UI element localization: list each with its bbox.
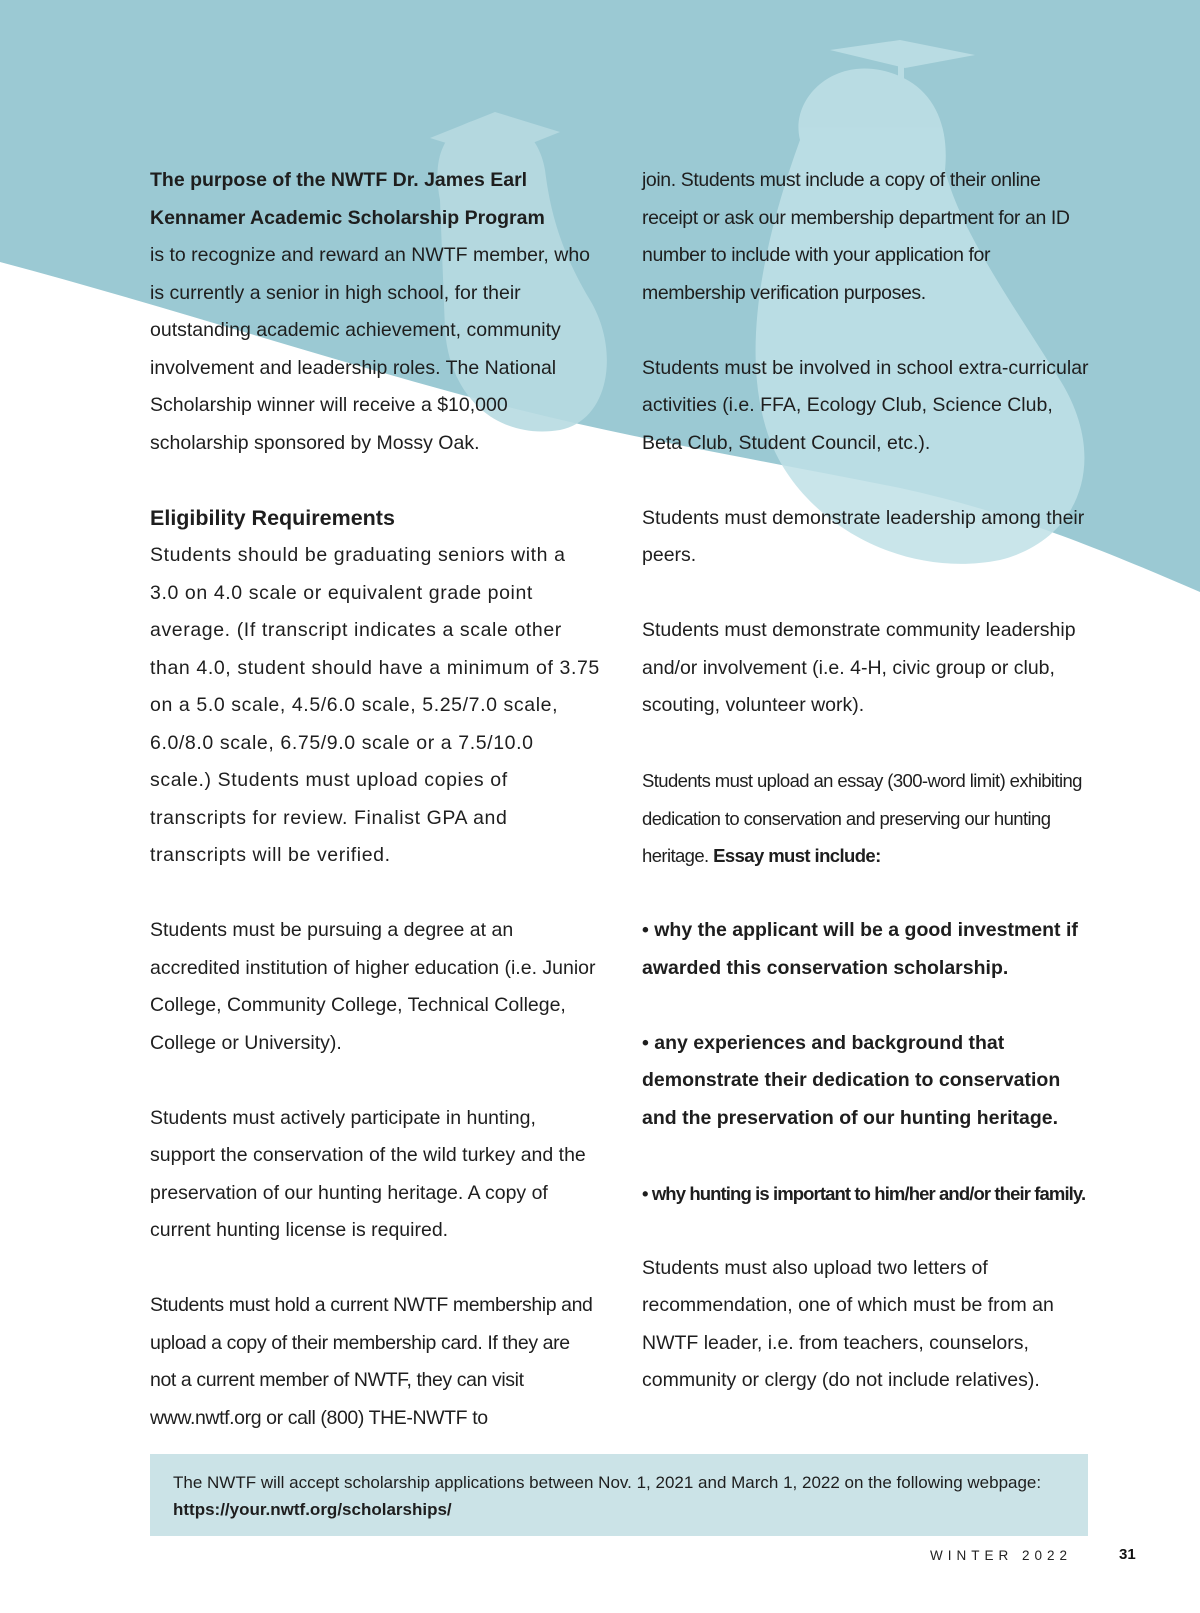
eligibility-gpa: Students should be graduating seniors with a 3.0 on 4.0 scale or equivalent grade point average. (If transcript indicates a scale other than 4.0, student should have a minimum of 3.75 on a 5.0 scale, 4.5/6.0 scale, 5.25/7.0 scale, 6.0/8.0 scale, 6.75/9.0 scale or a 7.5/10.0 scale.) Students must upload copies of transcripts for review. Finalist GPA and transcripts will be verified. [150,544,600,866]
eligibility-gpa-paragraph [150,500,600,875]
eligibility-essay-paragraph [642,762,1097,875]
eligibility-leadership: Students must demonstrate leadership among their peers. [642,506,1085,566]
page-number: 31 [1119,1546,1136,1563]
essay-bullet-3: • why hunting is important to him/her and/or their family. [642,1182,1086,1204]
eligibility-extracurricular: Students must be involved in school extra-curricular activities (i.e. FFA, Ecology Club, Science Club, Beta Club, Student Council, etc.). [642,356,1089,454]
intro-lead-bold-2: Kennamer Academic Scholarship Program [150,206,545,229]
eligibility-essay: Students must upload an essay (300-word limit) exhibiting dedication to conservation and preserving our hunting heritage. [642,770,1082,866]
intro-paragraph [150,162,600,462]
issue-label: WINTER 2022 [930,1548,1073,1563]
scholarship-link[interactable]: https://your.nwtf.org/scholarships/ [173,1500,452,1519]
callout-text: The NWTF will accept scholarship applications between Nov. 1, 2021 and March 1, 2022 on the following webpage: [173,1473,1042,1492]
right-column [642,162,1097,1400]
eligibility-hunting: Students must actively participate in hunting, support the conservation of the wild turkey and the preservation of our hunting heritage. A copy of current hunting license is required. [150,1106,586,1241]
eligibility-heading: Eligibility Requirements [150,505,395,530]
eligibility-membership-cont: join. Students must include a copy of their online receipt or ask our membership department for an ID number to include with your application for membership verification purposes. [642,169,1070,304]
intro-lead-bold-1: The purpose of the NWTF Dr. James Earl [150,169,528,191]
eligibility-letters: Students must also upload two letters of recommendation, one of which must be from an NWTF leader, i.e. from teachers, counselors, community or clergy (do not include relatives). [642,1256,1054,1391]
intro-body: is to recognize and reward an NWTF member, who is currently a senior in high school, for their outstanding academic achievement, community involvement and leadership roles. The National Scholarship winner will receive a $10,000 scholarship sponsored by Mossy Oak. [150,244,591,454]
essay-bullet-1: • why the applicant will be a good investment if awarded this conservation scholarship. [642,919,1078,979]
application-callout [150,1454,1088,1536]
eligibility-membership: Students must hold a current NWTF membership and upload a copy of their membership card. If they are not a current member of NWTF, they can visit www.nwtf.org or call (800) THE-NWTF to [150,1294,593,1429]
eligibility-degree: Students must be pursuing a degree at an accredited institution of higher education (i.e. Junior College, Community College, Technical College, College or University). [150,919,596,1054]
eligibility-community: Students must demonstrate community leadership and/or involvement (i.e. 4-H, civic group or club, scouting, volunteer work). [642,619,1076,716]
essay-must-include: Essay must include: [713,845,881,866]
left-column [150,162,600,1437]
essay-bullet-2: • any experiences and background that demonstrate their dedication to conservation and the preservation of our hunting heritage. [642,1031,1061,1129]
